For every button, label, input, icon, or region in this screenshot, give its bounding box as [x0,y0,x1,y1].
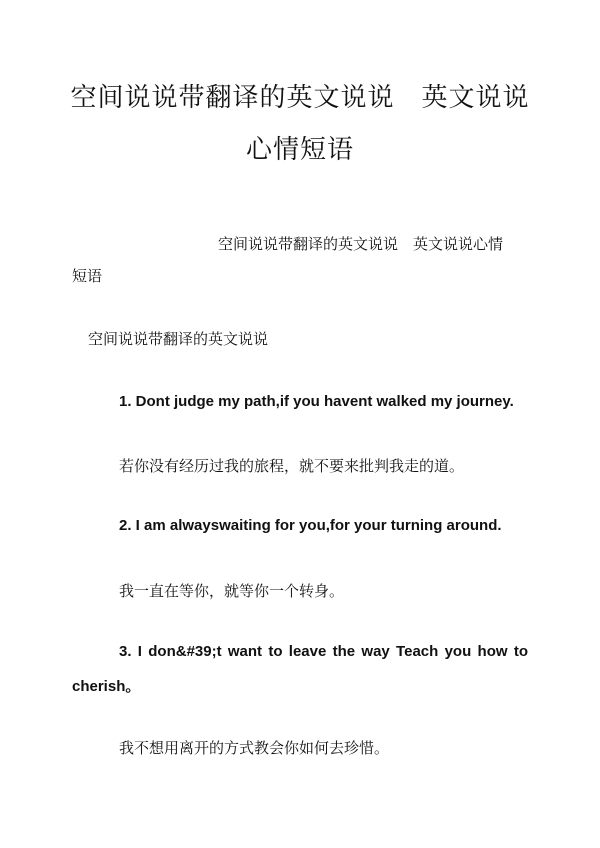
quote-1-english: 1. Dont judge my path,if you havent walked my journey. [119,393,514,410]
quote-3-chinese: 我不想用离开的方式教会你如何去珍惜。 [119,739,390,757]
document-title [40,72,560,176]
title-line-2: 心情短语 [245,135,354,165]
title-line-1: 空间说说带翻译的英文说说 英文说说 [70,83,530,113]
section-heading: 空间说说带翻译的英文说说 [88,330,269,348]
quote-3-english-line-1: 3. I don&#39;t want to leave the way Teach you how to [119,643,528,660]
quote-1-chinese: 若你没有经历过我的旅程，就不要来批判我走的道。 [119,457,465,475]
quote-3-english-line-2: cherish。 [72,678,141,695]
quote-2-english: 2. I am alwayswaiting for you,for your turning around. [119,517,502,534]
subtitle-line-2: 短语 [72,267,103,285]
quote-2-chinese: 我一直在等你，就等你一个转身。 [119,582,345,600]
subtitle-line-1: 空间说说带翻译的英文说说 英文说说心情 [218,235,504,253]
